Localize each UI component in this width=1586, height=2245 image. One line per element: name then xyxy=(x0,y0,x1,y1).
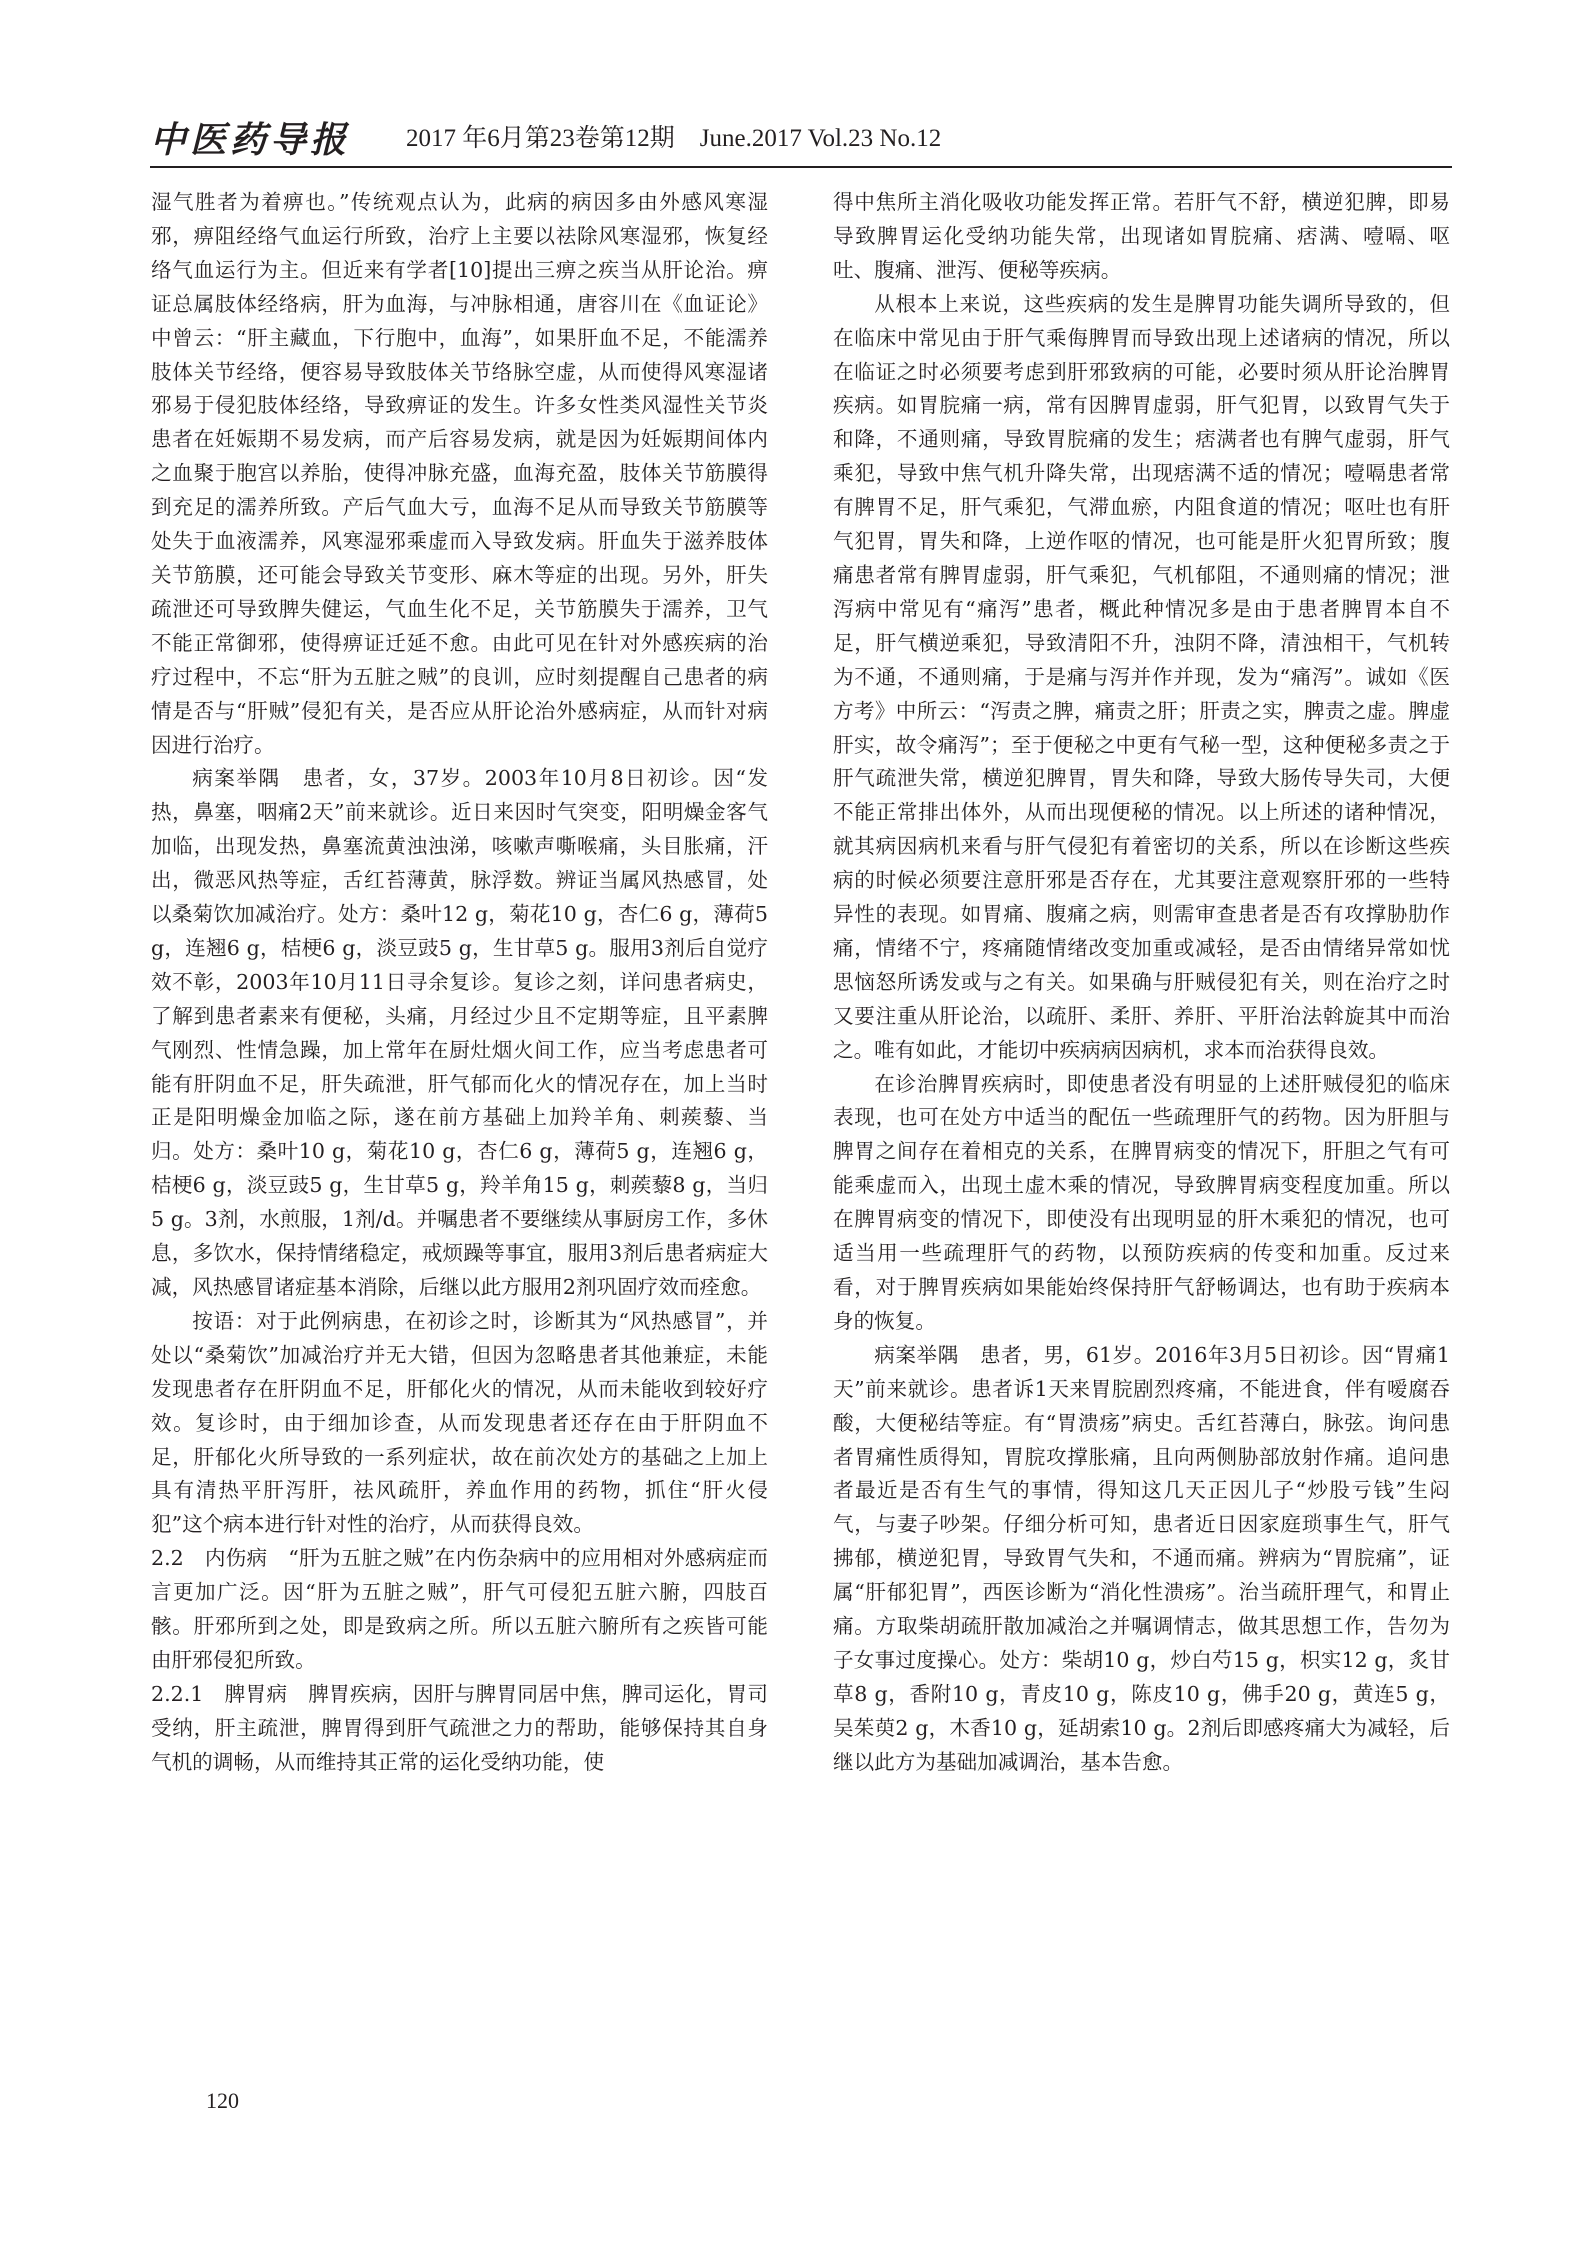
paragraph: 在诊治脾胃疾病时，即使患者没有明显的上述肝贼侵犯的临床表现，也可在处方中适当的配伍一些疏理肝气的药物。因为肝胆与脾胃之间存在着相克的关系，在脾胃病变的情况下，肝胆之气有可能乘虚而入，出现土虚木乘的情况，导致脾胃病变程度加重。所以在脾胃病变的情况下，即使没有出现明显的肝木乘犯的情况，也可适当用一些疏理肝气的药物，以预防疾病的传变和加重。反过来看，对于脾胃疾病如果能始终保持肝气舒畅调达，也有助于疾病本身的恢复。 xyxy=(833,1071,1450,1333)
issue-info: 2017 年6月第23卷第12期 June.2017 Vol.23 No.12 xyxy=(406,125,942,152)
header-rule xyxy=(150,166,1452,168)
paragraph: 得中焦所主消化吸收功能发挥正常。若肝气不舒，横逆犯脾，即易导致脾胃运化受纳功能失常，出现诸如胃脘痛、痞满、噎嗝、呕吐、腹痛、泄泻、便秘等疾病。 xyxy=(833,190,1450,282)
paragraph: 湿气胜者为着痹也。”传统观点认为，此病的病因多由外感风寒湿邪，痹阻经络气血运行所致，治疗上主要以祛除风寒湿邪，恢复经络气血运行为主。但近来有学者[10]提出三痹之疾当从肝论治。痹证总属肢体经络病，肝为血海，与冲脉相通，唐容川在《血证论》中曾云：“肝主藏血，下行胞中，血海”，如果肝血不足，不能濡养肢体关节经络，便容易导致肢体关节络脉空虚，从而使得风寒湿诸邪易于侵犯肢体经络，导致痹证的发生。许多女性类风湿性关节炎患者在妊娠期不易发病，而产后容易发病，就是因为妊娠期间体内之血聚于胞宫以养胎，使得冲脉充盛，血海充盈，肢体关节筋膜得到充足的濡养所致。产后气血大亏，血海不足从而导致关节筋膜等处失于血液濡养，风寒湿邪乘虚而入导致发病。肝血失于滋养肢体关节筋膜，还可能会导致关节变形、麻木等症的出现。另外，肝失疏泄还可导致脾失健运，气血生化不足，关节筋膜失于濡养，卫气不能正常御邪，使得痹证迁延不愈。由此可见在针对外感疾病的治疗过程中，不忘“肝为五脏之贼”的良训，应时刻提醒自己患者的病情是否与“肝贼”侵犯有关，是否应从肝论治外感病症，从而针对病因进行治疗。 xyxy=(151,190,768,757)
commentary-paragraph: 按语：对于此例病患，在初诊之时，诊断其为“风热感冒”，并处以“桑菊饮”加减治疗并无大错，但因为忽略患者其他兼症，未能发现患者存在肝阴血不足，肝郁化火的情况，从而未能收到较好疗效。复诊时，由于细加诊查，从而发现患者还存在由于肝阴血不足，肝郁化火所导致的一系列症状，故在前次处方的基础之上加上具有清热平肝泻肝，祛风疏肝，养血作用的药物，抓住“肝火侵犯”这个病本进行针对性的治疗，从而获得良效。 xyxy=(151,1308,768,1537)
section-2-2-1-paragraph: 2.2.1 脾胃病 脾胃疾病，因肝与脾胃同居中焦，脾司运化，胃司受纳，肝主疏泄，脾胃得到肝气疏泄之力的帮助，能够保持其自身气机的调畅，从而维持其正常的运化受纳功能，使 xyxy=(151,1681,768,1774)
right-column xyxy=(833,186,1450,2066)
journal-title-logo: 中医药导报 xyxy=(150,119,351,161)
left-column xyxy=(151,186,768,2066)
page-number: 120 xyxy=(206,2088,239,2113)
paragraph: 从根本上来说，这些疾病的发生是脾胃功能失调所导致的，但在临床中常见由于肝气乘侮脾胃而导致出现上述诸病的情况，所以在临证之时必须要考虑到肝邪致病的可能，必要时须从肝论治脾胃疾病。如胃脘痛一病，常有因脾胃虚弱，肝气犯胃，以致胃气失于和降，不通则痛，导致胃脘痛的发生；痞满者也有脾气虚弱，肝气乘犯，导致中焦气机升降失常，出现痞满不适的情况；噎嗝患者常有脾胃不足，肝气乘犯，气滞血瘀，内阻食道的情况；呕吐也有肝气犯胃，胃失和降，上逆作呕的情况，也可能是肝火犯胃所致；腹痛患者常有脾胃虚弱，肝气乘犯，气机郁阻，不通则痛的情况；泄泻病中常见有“痛泻”患者，概此种情况多是由于患者脾胃本自不足，肝气横逆乘犯，导致清阳不升，浊阴不降，清浊相干，气机转为不通，不通则痛，于是痛与泻并作并现，发为“痛泻”。诚如《医方考》中所云：“泻责之脾，痛责之肝；肝责之实，脾责之虚。脾虚肝实，故令痛泻”；至于便秘之中更有气秘一型，这种便秘多责之于肝气疏泄失常，横逆犯脾胃，胃失和降，导致大肠传导失司，大便不能正常排出体外，从而出现便秘的情况。以上所述的诸种情况，就其病因病机来看与肝气侵犯有着密切的关系，所以在诊断这些疾病的时候必须要注意肝邪是否存在，尤其要注意观察肝邪的一些特异性的表现。如胃痛、腹痛之病，则需审查患者是否有攻撑胁肋作痛，情绪不宁，疼痛随情绪改变加重或减轻，是否由情绪异常如忧思恼怒所诱发或与之有关。如果确与肝贼侵犯有关，则在治疗之时又要注重从肝论治，以疏肝、柔肝、养肝、平肝治法斡旋其中而治之。唯有如此，才能切中疾病病因病机，求本而治获得良效。 xyxy=(833,291,1450,1062)
section-2-2-paragraph: 2.2 内伤病 “肝为五脏之贼”在内伤杂病中的应用相对外感病症而言更加广泛。因“肝为五脏之贼”，肝气可侵犯五脏六腑，四肢百骸。肝邪所到之处，即是致病之所。所以五脏六腑所有之疾皆可能由肝邪侵犯所致。 xyxy=(151,1546,768,1672)
case-example-paragraph: 病案举隅 患者，男，61岁。2016年3月5日初诊。因“胃痛1天”前来就诊。患者诉1天来胃脘剧烈疼痛，不能进食，伴有嗳腐吞酸，大便秘结等症。有“胃溃疡”病史。舌红苔薄白，脉弦。询问患者胃痛性质得知，胃脘攻撑胀痛，且向两侧胁部放射作痛。追问患者最近是否有生气的事情，得知这几天正因儿子“炒股亏钱”生闷气，与妻子吵架。仔细分析可知，患者近日因家庭琐事生气，肝气拂郁，横逆犯胃，导致胃气失和，不通而痛。辨病为“胃脘痛”，证属“肝郁犯胃”，西医诊断为“消化性溃疡”。治当疏肝理气，和胃止痛。方取柴胡疏肝散加减治之并嘱调情志，做其思想工作，告勿为子女事过度操心。处方：柴胡10 g，炒白芍15 g，枳实12 g，炙甘草8 g，香附10 g，青皮10 g，陈皮10 g，佛手20 g，黄连5 g，吴茱萸2 g，木香10 g，延胡索10 g。2剂后即感疼痛大为减轻，后继以此方为基础加减调治，基本告愈。 xyxy=(833,1342,1450,1774)
case-example-paragraph: 病案举隅 患者，女，37岁。2003年10月8日初诊。因“发热，鼻塞，咽痛2天”前来就诊。近日来因时气突变，阳明燥金客气加临，出现发热，鼻塞流黄浊浊涕，咳嗽声嘶喉痛，头目胀痛，汗出，微恶风热等症，舌红苔薄黄，脉浮数。辨证当属风热感冒，处以桑菊饮加减治疗。处方：桑叶12 g，菊花10 g，杏仁6 g，薄荷5 g，连翘6 g，桔梗6 g，淡豆豉5 g，生甘草5 g。服用3剂后自觉疗效不彰，2003年10月11日寻余复诊。复诊之刻，详问患者病史，了解到患者素来有便秘，头痛，月经过少且不定期等症，且平素脾气刚烈、性情急躁，加上常年在厨灶烟火间工作，应当考虑患者可能有肝阴血不足，肝失疏泄，肝气郁而化火的情况存在，加上当时正是阳明燥金加临之际，遂在前方基础上加羚羊角、刺蒺藜、当归。处方：桑叶10 g，菊花10 g，杏仁6 g，薄荷5 g，连翘6 g，桔梗6 g，淡豆豉5 g，生甘草5 g，羚羊角15 g，刺蒺藜8 g，当归5 g。3剂，水煎服，1剂/d。并嘱患者不要继续从事厨房工作，多休息，多饮水，保持情绪稳定，戒烦躁等事宜，服用3剂后患者病症大减，风热感冒诸症基本消除，后继以此方服用2剂巩固疗效而痊愈。 xyxy=(151,766,768,1299)
running-header xyxy=(150,112,1450,164)
